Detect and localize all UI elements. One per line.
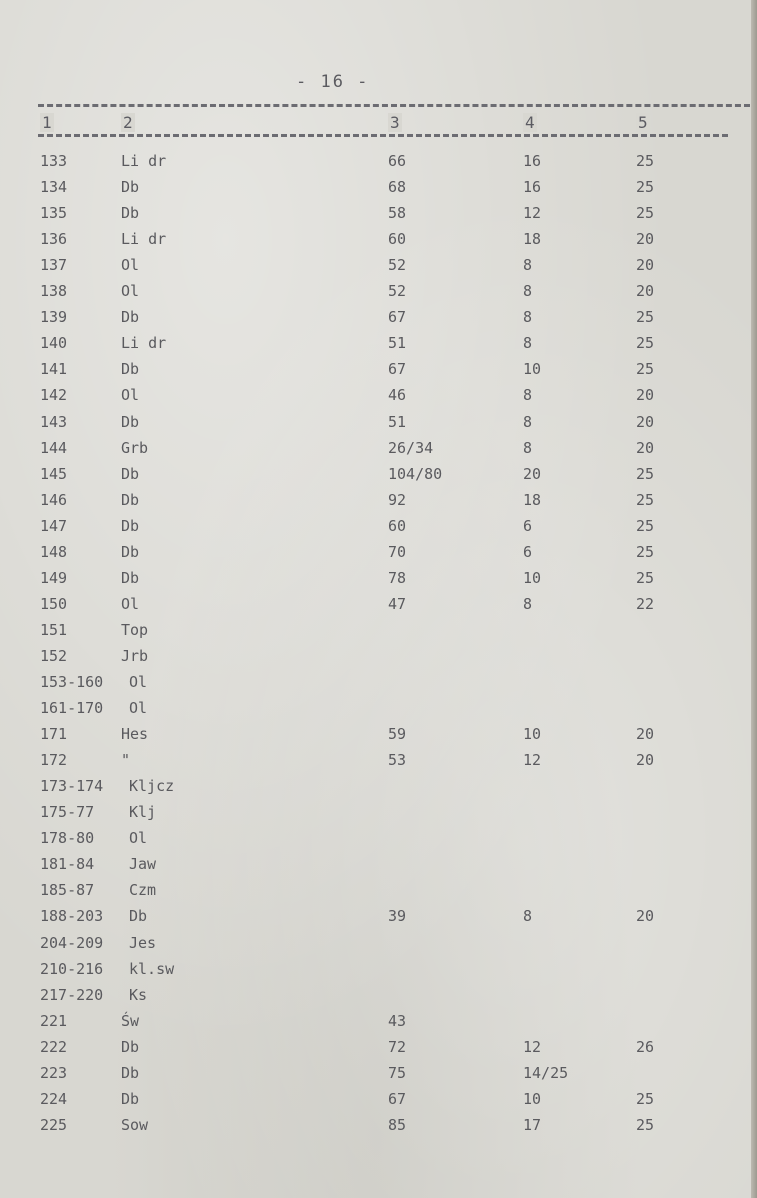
table-row [0, 252, 757, 278]
row-number: 137 [40, 256, 68, 275]
table-row [0, 695, 757, 721]
table-row [0, 200, 757, 226]
species: Jaw [129, 855, 157, 874]
col-5-value: 20 [636, 256, 655, 275]
table-row [0, 539, 757, 565]
table-row [0, 382, 757, 408]
row-number: 225 [40, 1115, 68, 1134]
table-row [0, 330, 757, 356]
species: Klj [129, 803, 157, 822]
col-4-value: 8 [523, 438, 533, 457]
page-number: - 16 - [296, 72, 370, 92]
table-row [0, 487, 757, 513]
col-5-value: 25 [636, 464, 655, 483]
row-number: 140 [40, 334, 68, 353]
table-row [0, 747, 757, 773]
row-number: 223 [40, 1063, 68, 1082]
col-3-value: 75 [388, 1063, 407, 1082]
species: Db [121, 178, 140, 197]
col-5-value: 25 [636, 542, 655, 561]
row-number: 185-87 [40, 881, 95, 900]
species: Db [121, 464, 140, 483]
column-header-3: 3 [390, 113, 400, 132]
species: Kljcz [129, 777, 175, 796]
species: Db [121, 542, 140, 561]
species: Db [121, 412, 140, 431]
table-row [0, 982, 757, 1008]
col-4-value: 10 [523, 360, 542, 379]
row-number: 175-77 [40, 803, 95, 822]
table-row [0, 721, 757, 747]
table-row [0, 565, 757, 591]
species: " [121, 751, 131, 770]
col-4-value: 6 [523, 516, 533, 535]
col-4-value: 18 [523, 230, 542, 249]
species: Ol [121, 386, 140, 405]
col-3-value: 66 [388, 152, 407, 170]
col-3-value: 47 [388, 594, 407, 613]
col-4-value: 18 [523, 490, 542, 509]
table-row [0, 1112, 757, 1138]
table-row [0, 877, 757, 903]
table-row [0, 1086, 757, 1112]
table-row [0, 851, 757, 877]
species: Sow [121, 1115, 149, 1134]
table-row [0, 773, 757, 799]
species: Db [121, 568, 140, 587]
col-4-value: 20 [523, 464, 542, 483]
species: Top [121, 620, 149, 639]
row-number: 173-174 [40, 777, 104, 796]
col-5-value: 20 [636, 412, 655, 431]
table-row [0, 356, 757, 382]
col-5-value: 20 [636, 751, 655, 770]
col-5-value: 25 [636, 204, 655, 223]
table-row [0, 669, 757, 695]
col-5-value: 25 [636, 178, 655, 197]
species: Ks [129, 985, 148, 1004]
table-row [0, 513, 757, 539]
row-number: 135 [40, 204, 68, 223]
col-4-value: 10 [523, 725, 542, 744]
species: Jes [129, 933, 157, 952]
col-4-value: 10 [523, 568, 542, 587]
row-number: 142 [40, 386, 68, 405]
species: Db [121, 204, 140, 223]
species: Ol [129, 673, 148, 691]
col-3-value: 46 [388, 386, 407, 405]
table-row [0, 304, 757, 330]
table-row [0, 435, 757, 461]
row-number: 143 [40, 412, 68, 431]
table-row [0, 174, 757, 200]
species: Ol [121, 282, 140, 301]
col-5-value: 25 [636, 308, 655, 327]
col-5-value: 20 [636, 386, 655, 405]
col-3-value: 60 [388, 516, 407, 535]
column-header-5: 5 [638, 113, 648, 132]
species: Grb [121, 438, 149, 457]
col-3-value: 72 [388, 1037, 407, 1056]
col-3-value: 92 [388, 490, 407, 509]
col-3-value: 60 [388, 230, 407, 249]
col-4-value: 6 [523, 542, 533, 561]
species: Ol [129, 829, 148, 848]
col-4-value: 12 [523, 204, 542, 223]
col-5-value: 25 [636, 490, 655, 509]
species: Św [121, 1011, 140, 1030]
species: Ol [121, 256, 140, 275]
table-row [0, 617, 757, 643]
table-row [0, 825, 757, 851]
row-number: 133 [40, 152, 68, 170]
col-4-value: 8 [523, 308, 533, 327]
col-5-value: 20 [636, 438, 655, 457]
col-5-value: 25 [636, 568, 655, 587]
col-3-value: 67 [388, 360, 407, 379]
col-4-value: 8 [523, 386, 533, 405]
col-3-value: 58 [388, 204, 407, 223]
table-row [0, 226, 757, 252]
species: Db [121, 1089, 140, 1108]
col-4-value: 14/25 [523, 1063, 569, 1082]
table-row [0, 930, 757, 956]
row-number: 149 [40, 568, 68, 587]
row-number: 151 [40, 620, 68, 639]
column-header-2: 2 [123, 113, 133, 132]
table-row [0, 591, 757, 617]
species: Czm [129, 881, 157, 900]
row-number: 171 [40, 725, 68, 744]
col-5-value: 25 [636, 334, 655, 353]
col-4-value: 16 [523, 152, 542, 170]
species: Hes [121, 725, 149, 744]
col-5-value: 25 [636, 1089, 655, 1108]
table-row [0, 1008, 757, 1034]
col-5-value: 25 [636, 360, 655, 379]
col-3-value: 52 [388, 256, 407, 275]
col-5-value: 20 [636, 907, 655, 926]
table-row [0, 1060, 757, 1086]
row-number: 141 [40, 360, 68, 379]
col-3-value: 70 [388, 542, 407, 561]
col-4-value: 12 [523, 751, 542, 770]
col-4-value: 8 [523, 334, 533, 353]
col-3-value: 26/34 [388, 438, 434, 457]
col-4-value: 12 [523, 1037, 542, 1056]
species: Ol [129, 699, 148, 718]
col-4-value: 10 [523, 1089, 542, 1108]
table-row [0, 643, 757, 669]
col-5-value: 25 [636, 1115, 655, 1134]
species: Ol [121, 594, 140, 613]
species: kl.sw [129, 959, 175, 978]
table-row [0, 956, 757, 982]
row-number: 139 [40, 308, 68, 327]
col-4-value: 17 [523, 1115, 542, 1134]
table-row [0, 1034, 757, 1060]
col-3-value: 59 [388, 725, 407, 744]
col-3-value: 104/80 [388, 464, 443, 483]
table-row [0, 799, 757, 825]
col-3-value: 39 [388, 907, 407, 926]
row-number: 204-209 [40, 933, 104, 952]
col-4-value: 16 [523, 178, 542, 197]
col-3-value: 78 [388, 568, 407, 587]
col-5-value: 20 [636, 282, 655, 301]
col-5-value: 20 [636, 725, 655, 744]
row-number: 134 [40, 178, 68, 197]
row-number: 152 [40, 646, 68, 665]
column-header-1: 1 [42, 113, 52, 132]
row-number: 224 [40, 1089, 68, 1108]
col-3-value: 85 [388, 1115, 407, 1134]
col-3-value: 51 [388, 412, 407, 431]
col-4-value: 8 [523, 412, 533, 431]
species: Db [121, 516, 140, 535]
row-number: 150 [40, 594, 68, 613]
col-4-value: 8 [523, 256, 533, 275]
row-number: 148 [40, 542, 68, 561]
table-row [0, 148, 757, 174]
species: Db [129, 907, 148, 926]
col-3-value: 52 [388, 282, 407, 301]
col-4-value: 8 [523, 907, 533, 926]
row-number: 222 [40, 1037, 68, 1056]
col-3-value: 43 [388, 1011, 407, 1030]
col-3-value: 67 [388, 308, 407, 327]
col-4-value: 8 [523, 594, 533, 613]
row-number: 181-84 [40, 855, 95, 874]
col-5-value: 26 [636, 1037, 655, 1056]
table-row [0, 278, 757, 304]
species: Li dr [121, 334, 167, 353]
col-5-value: 20 [636, 230, 655, 249]
header-rule-top [38, 104, 750, 107]
table-row [0, 461, 757, 487]
column-header-4: 4 [525, 113, 535, 132]
species: Li dr [121, 152, 167, 170]
row-number: 153-160 [40, 673, 104, 691]
col-3-value: 67 [388, 1089, 407, 1108]
species: Db [121, 308, 140, 327]
species: Jrb [121, 646, 149, 665]
row-number: 188-203 [40, 907, 104, 926]
row-number: 136 [40, 230, 68, 249]
col-3-value: 51 [388, 334, 407, 353]
species: Db [121, 1037, 140, 1056]
col-3-value: 68 [388, 178, 407, 197]
row-number: 210-216 [40, 959, 104, 978]
species: Db [121, 1063, 140, 1082]
row-number: 178-80 [40, 829, 95, 848]
row-number: 172 [40, 751, 68, 770]
row-number: 161-170 [40, 699, 104, 718]
row-number: 221 [40, 1011, 68, 1030]
species: Li dr [121, 230, 167, 249]
species: Db [121, 490, 140, 509]
row-number: 217-220 [40, 985, 104, 1004]
col-5-value: 25 [636, 516, 655, 535]
row-number: 146 [40, 490, 68, 509]
row-number: 138 [40, 282, 68, 301]
row-number: 145 [40, 464, 68, 483]
col-4-value: 8 [523, 282, 533, 301]
col-5-value: 25 [636, 152, 655, 170]
header-rule-bottom [38, 134, 728, 137]
row-number: 144 [40, 438, 68, 457]
col-5-value: 22 [636, 594, 655, 613]
species: Db [121, 360, 140, 379]
col-3-value: 53 [388, 751, 407, 770]
table-row [0, 409, 757, 435]
row-number: 147 [40, 516, 68, 535]
table-row [0, 903, 757, 929]
